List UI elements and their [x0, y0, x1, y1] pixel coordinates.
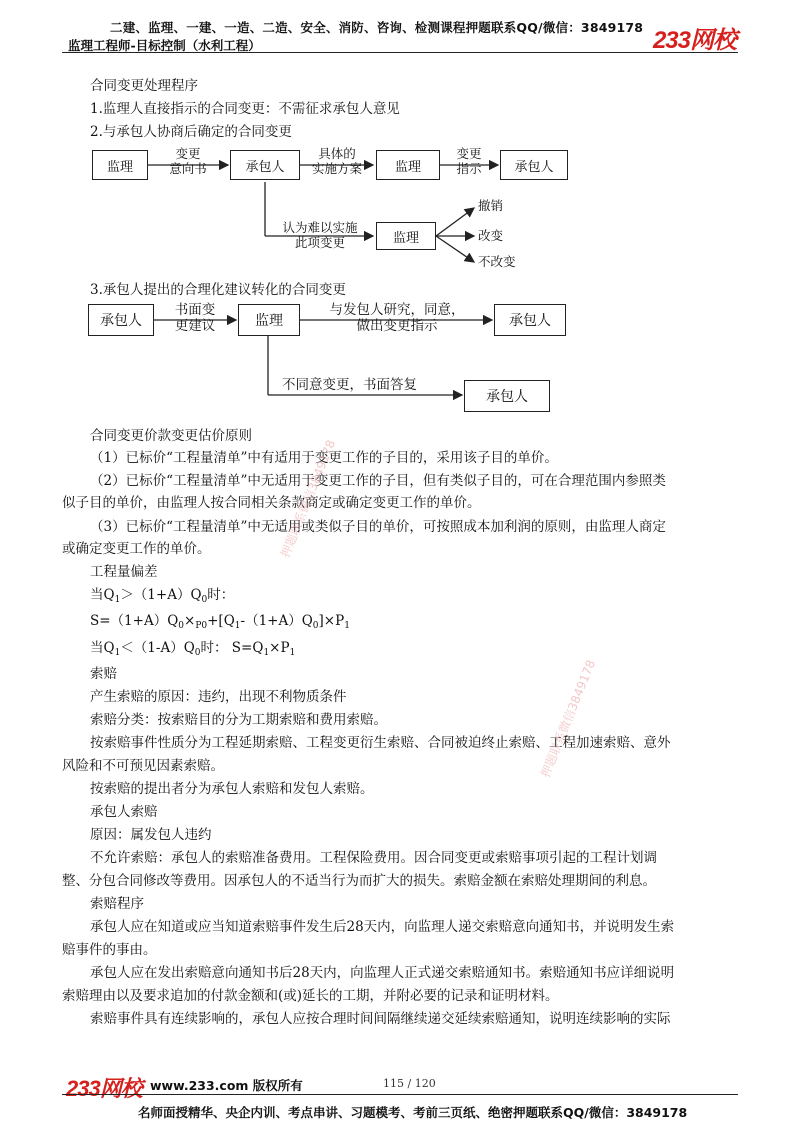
pricing-p2b: 似子目的单价，由监理人按合同相关条款商定或确定变更工作的单价。	[62, 495, 481, 511]
d1-box-contractor: 承包人	[230, 150, 300, 180]
footer-divider	[62, 1094, 738, 1095]
d2-label-research: 与发包人研究，同意， 做出变更指示	[329, 302, 465, 334]
d1-out-change: 改变	[478, 228, 504, 243]
item-1: 1.监理人直接指示的合同变更：不需征求承包人意见	[90, 101, 400, 117]
footer-url[interactable]: www.233.com 版权所有	[150, 1078, 303, 1093]
claims-title: 索赔	[90, 666, 117, 682]
footer-bottom-text: 名师面授精华、央企内训、考点串讲、习题模考、考前三页纸、绝密押题联系QQ/微信：3849178	[138, 1105, 688, 1120]
page-number: 115 / 120	[383, 1077, 436, 1090]
section-title-change-procedure: 合同变更处理程序	[90, 78, 198, 94]
d1-label-plan: 具体的 实施方案	[311, 146, 362, 176]
logo-233-footer: 233网校	[66, 1076, 142, 1101]
claims-reason: 产生索赔的原因：违约，出现不利物质条件	[90, 689, 347, 705]
d1-box-supervisor-3: 监理	[376, 222, 436, 250]
pricing-p3b: 或确定变更工作的单价。	[62, 541, 211, 557]
not-allowed-b: 整、分包合同修改等费用。因承包人的不适当行为而扩大的损失。索赔金额在索赔处理期间的利息。	[62, 873, 656, 889]
deviation-title: 工程量偏差	[90, 564, 158, 580]
procedure-3a: 索赔事件具有连续影响的，承包人应按合理时间间隔继续递交延续索赔通知，说明连续影响的实际	[90, 1011, 671, 1027]
flow-diagram-2-arrows	[0, 0, 800, 420]
logo-233-header: 233网校	[652, 27, 736, 54]
d1-box-supervisor: 监理	[92, 150, 148, 180]
contractor-claims-title: 承包人索赔	[90, 804, 158, 820]
claims-nature-b: 风险和不可预见因素索赔。	[62, 758, 224, 774]
pricing-title: 合同变更价款变更估价原则	[90, 428, 252, 444]
d1-label-intent: 变更 意向书	[169, 146, 207, 176]
d1-label-hard: 认为难以实施 此项变更	[282, 220, 358, 250]
formula-s-1: $S=(1+A)Q_0\times_{P0}+[Q_1-(1+A)Q_0]\times P_1$	[90, 613, 350, 631]
procedure-2b: 索赔理由以及要求追加的付款金额和(或)延长的工期，并附必要的记录和证明材料。	[62, 988, 559, 1004]
formula-condition-2: 当$Q_1<(1-A)Q_0$时： $S=Q_1\times P_1$	[90, 640, 296, 658]
d2-box-contractor: 承包人	[88, 304, 154, 336]
header-top-text: 二建、监理、一建、一造、二造、安全、消防、咨询、检测课程押题联系QQ/微信：3849178	[110, 20, 644, 35]
item-2: 2.与承包人协商后确定的合同变更	[90, 124, 292, 140]
d1-out-nochange: 不改变	[478, 254, 516, 269]
d2-box-contractor-3: 承包人	[464, 380, 550, 412]
procedure-1b: 赔事件的事由。	[62, 942, 157, 958]
d2-label-written: 书面变 更建议	[174, 302, 216, 334]
d2-label-reject: 不同意变更，书面答复	[282, 377, 417, 393]
not-allowed-a: 不允许索赔：承包人的索赔准备费用。工程保险费用。因合同变更或索赔事项引起的工程计划调	[90, 850, 657, 866]
d1-box-supervisor-2: 监理	[376, 150, 440, 180]
d1-box-contractor-2: 承包人	[500, 150, 568, 180]
procedure-1a: 承包人应在知道或应当知道索赔事件发生后28天内，向监理人递交索赔意向通知书，并说明发生索	[90, 919, 675, 935]
watermark-1: 押题联系微信3849178	[278, 437, 339, 560]
pricing-p2a: （2）已标价“工程量清单”中无适用于变更工作的子目，但有类似子目的，可在合理范围内参照类	[90, 473, 666, 489]
claims-classify: 索赔分类：按索赔目的分为工期索赔和费用索赔。	[90, 712, 387, 728]
formula-condition-1: 当$Q_1>(1+A)Q_0$时：	[90, 587, 235, 605]
d2-box-supervisor: 监理	[238, 304, 300, 336]
contractor-claims-cause: 原因：属发包人违约	[90, 827, 212, 843]
claims-procedure-title: 索赔程序	[90, 896, 144, 912]
procedure-2a: 承包人应在发出索赔意向通知书后28天内，向监理人正式递交索赔通知书。索赔通知书应详细说明	[90, 965, 675, 981]
item-3: 3.承包人提出的合理化建议转化的合同变更	[90, 282, 346, 298]
d2-box-contractor-2: 承包人	[494, 304, 566, 336]
pricing-p1: （1）已标价“工程量清单”中有适用于变更工作的子目的，采用该子目的单价。	[90, 450, 558, 466]
d1-out-revoke: 撤销	[478, 198, 504, 213]
watermark-2: 押题联系微信3849178	[538, 657, 599, 780]
claims-nature-a: 按索赔事件性质分为工程延期索赔、工程变更衍生索赔、合同被迫终止索赔、工程加速索赔、意外	[90, 735, 671, 751]
header-subtitle: 监理工程师-目标控制（水利工程）	[68, 38, 261, 53]
claims-party: 按索赔的提出者分为承包人索赔和发包人索赔。	[90, 781, 374, 797]
d1-label-order: 变更 指示	[456, 146, 482, 176]
pricing-p3a: （3）已标价“工程量清单”中无适用或类似子目的单价，可按照成本加利润的原则，由监理人商定	[90, 519, 666, 535]
